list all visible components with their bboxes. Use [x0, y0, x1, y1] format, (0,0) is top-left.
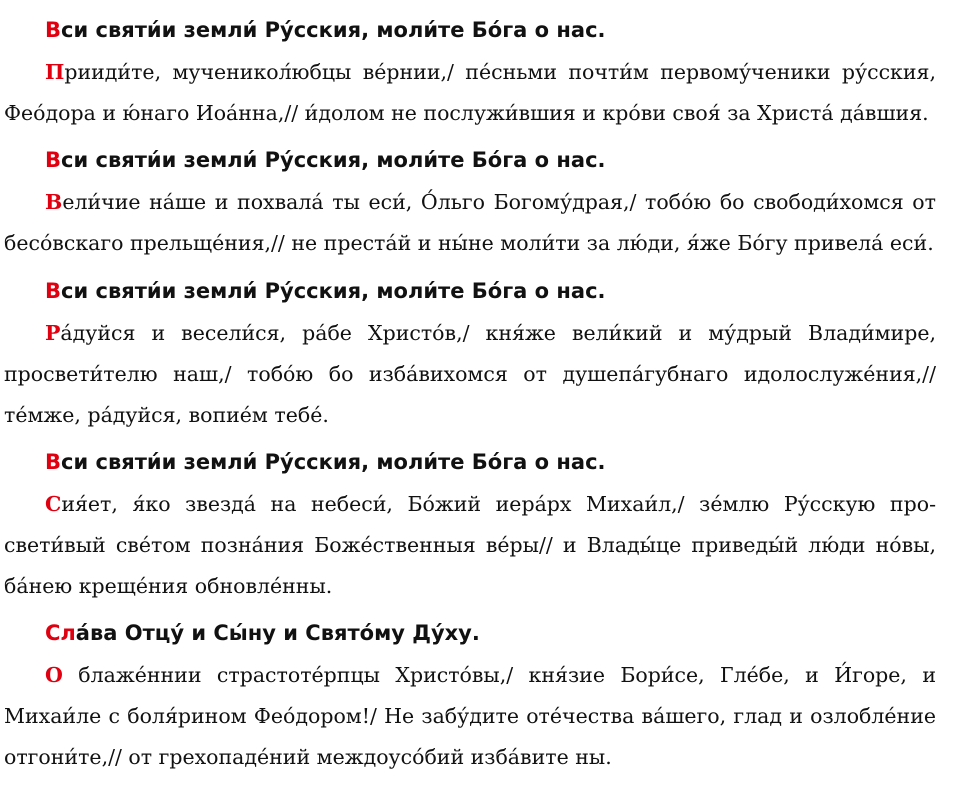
stanza-text	[4, 655, 936, 778]
refrain-text: си святи́и земли́ Ру́сския, моли́те Бо́га о нас.	[61, 279, 606, 303]
stanza-2	[4, 182, 936, 264]
stanza-body: ия́ет, я́ко звезда́ на небеси́, Бо́жий иера́рх Михаи́л,/ зе́млю Ру́сскую просвети́вый све́том позна́ния Боже́ственныя ве́ры// и Влады́це приведы́й лю́ди но́вы, ба́нею креще́ния обновле́нны.	[4, 492, 936, 598]
stanza-body: рииди́те, мученикол́юбцы ве́рнии,/ пе́сньми почти́м первому́ченики ру́сския, Фео́дора и ю́наго Иоа́нна,// и́долом не послужи́вшия и кро́ви своя́ за Христа́ да́вшия.	[4, 60, 936, 125]
refrain-initial: Сл	[45, 621, 76, 645]
refrain-text: си святи́и земли́ Ру́сския, моли́те Бо́га о нас.	[61, 18, 606, 42]
stanza-initial: О	[45, 663, 63, 687]
stanza-text	[4, 52, 936, 134]
stanza-initial: П	[45, 60, 65, 84]
stanza-text	[4, 182, 936, 264]
refrain-line	[45, 449, 606, 475]
stanza-5	[4, 655, 936, 778]
refrain-initial: В	[45, 148, 62, 172]
stanza-initial: С	[45, 492, 62, 516]
refrain-text: си святи́и земли́ Ру́сския, моли́те Бо́га о нас.	[61, 148, 606, 172]
stanza-4	[4, 484, 936, 607]
stanza-1	[4, 52, 936, 134]
stanza-3	[4, 313, 936, 436]
stanza-text	[4, 313, 936, 436]
stanza-body: ели́чие на́ше и похвала́ ты еси́, О́льго Богому́драя,/ тобо́ю бо свободи́хомся от бесо́вскаго прельще́ния,// не преста́й и ны́не моли́ти за лю́ди, я́же Бо́гу привела́ еси́.	[4, 190, 936, 255]
refrain-line	[45, 278, 606, 304]
stanza-text	[4, 484, 936, 607]
stanza-body: блаже́ннии страстоте́рпцы Христо́вы,/ кня́зие Бори́се, Гле́бе, и И́горе, и Михаи́ле с боля́рином Фео́дором!/ Не забу́дите оте́чества ва́шего, глад и озлобле́ние отгони́те,// от грехопаде́ний междоусо́бий изба́вите ны.	[4, 663, 936, 769]
refrain-text: си святи́и земли́ Ру́сския, моли́те Бо́га о нас.	[61, 450, 606, 474]
glory-line	[45, 620, 480, 646]
stanza-initial: Р	[45, 321, 61, 345]
refrain-initial: В	[45, 450, 62, 474]
refrain-line	[45, 17, 606, 43]
refrain-initial: В	[45, 279, 62, 303]
stanza-body: а́дуйся и весели́ся, ра́бе Христо́в,/ кня́же вели́кий и му́дрый Влади́мире, просвети́телю наш,/ тобо́ю бо изба́вихомся от душепа́губнаго идолослуже́ния,// те́мже, ра́дуйся, вопие́м тебе́.	[4, 321, 936, 427]
refrain-text: а́ва Отцу́ и Сы́ну и Свято́му Ду́ху.	[75, 621, 480, 645]
refrain-line	[45, 147, 606, 173]
stanza-initial: В	[45, 190, 63, 214]
refrain-initial: В	[45, 18, 62, 42]
